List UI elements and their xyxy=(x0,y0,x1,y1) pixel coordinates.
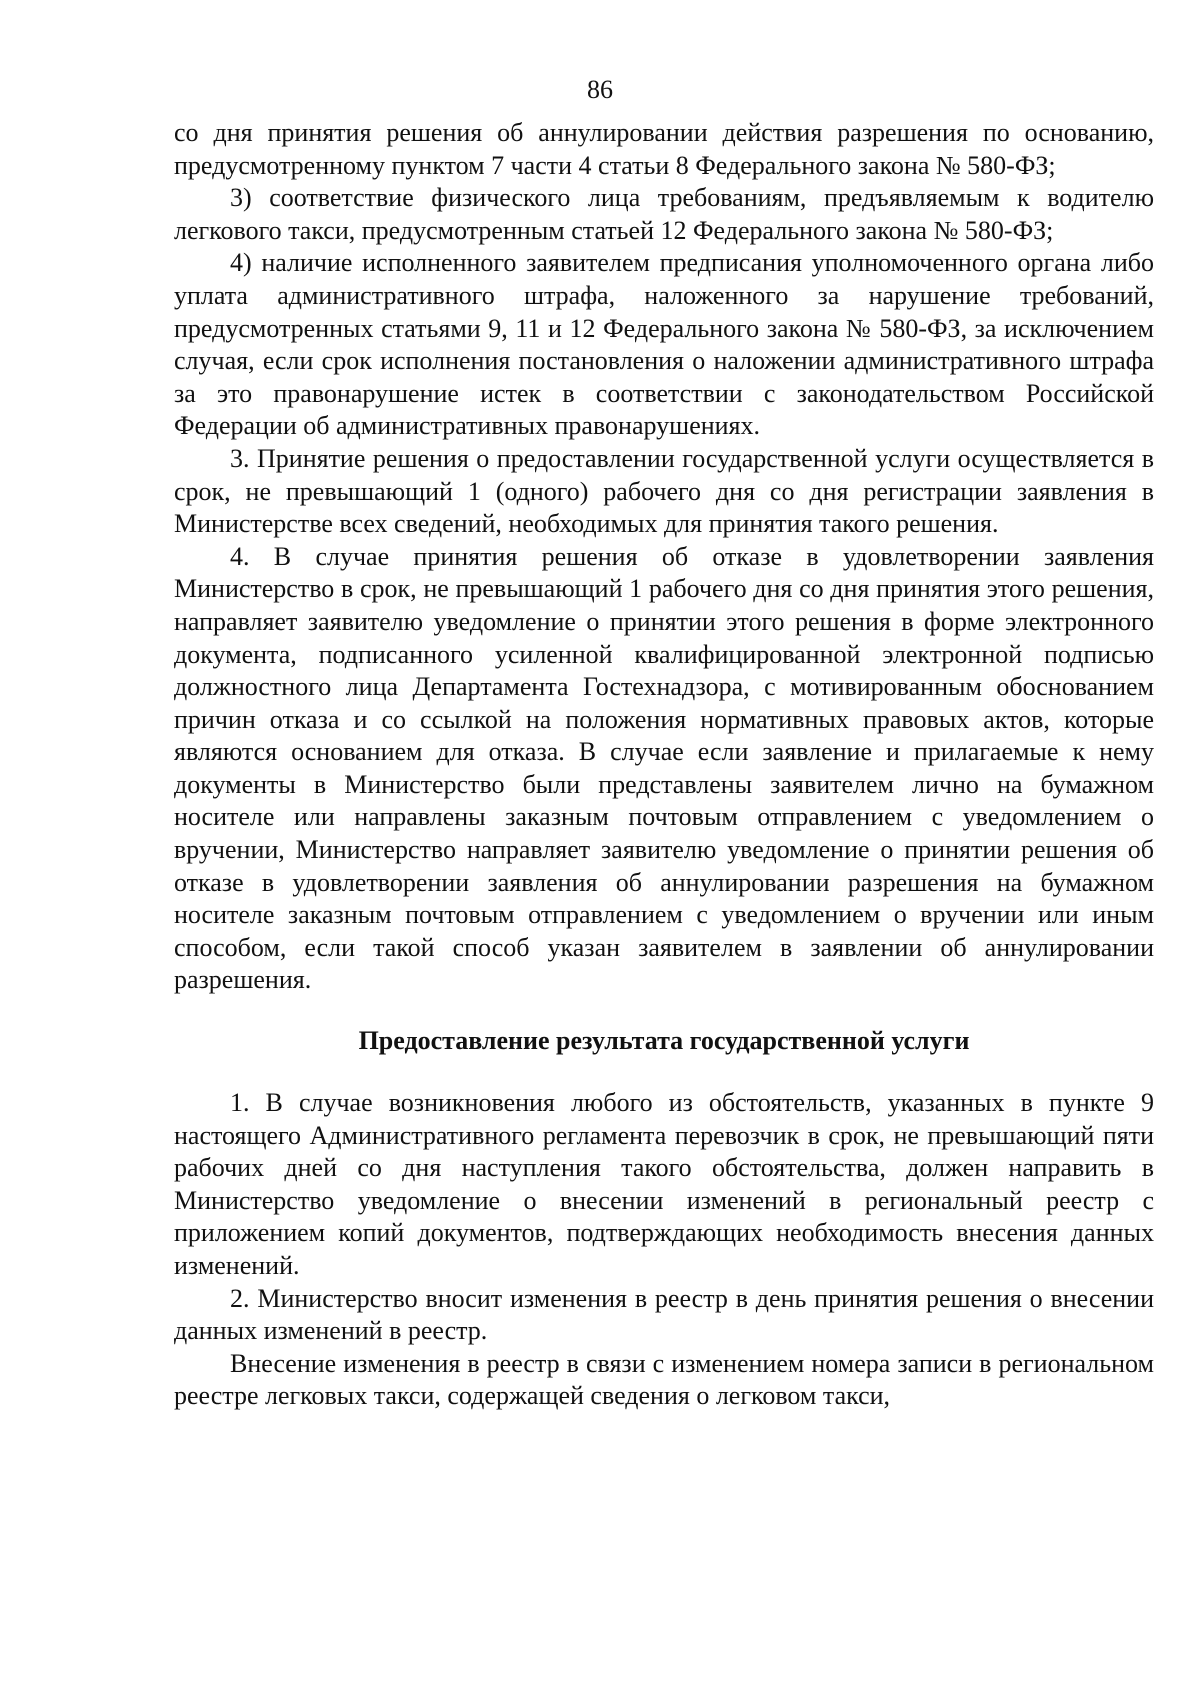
paragraph: со дня принятия решения об аннулировании действия разрешения по основанию, предусмотренному пунктом 7 части 4 статьи 8 Федерального закона № 580-ФЗ; xyxy=(174,118,1154,180)
paragraphs-after xyxy=(174,1087,1154,1413)
page-number: 86 xyxy=(587,75,613,104)
paragraph: 3. Принятие решения о предоставлении государственной услуги осуществляется в срок, не превышающий 1 (одного) рабочего дня со дня регистрации заявления в Министерстве всех сведений, необходимых для принятия такого решения. xyxy=(174,443,1154,539)
paragraph: 1. В случае возникновения любого из обстоятельств, указанных в пункте 9 настоящего Административного регламента перевозчик в срок, не превышающий пяти рабочих дней со дня наступления такого обстоятельства, должен направить в Министерство уведомление о внесении изменений в региональный реестр с приложением копий документов, подтверждающих необходимость внесения данных изменений. xyxy=(174,1088,1154,1280)
paragraph: 4. В случае принятия решения об отказе в удовлетворении заявления Министерство в срок, не превышающий 1 рабочего дня со дня принятия этого решения, направляет заявителю уведомление о принятии этого решения в форме электронного документа, подписанного усиленной квалифицированной электронной подписью должностного лица Департамента Гостехнадзора, с мотивированным обоснованием причин отказа и со ссылкой на положения нормативных правовых актов, которые являются основанием для отказа. В случае если заявление и прилагаемые к нему документы в Министерство были представлены заявителем лично на бумажном носителе или направлены заказным почтовым отправлением с уведомлением о вручении, Министерство направляет заявителю уведомление о принятии решения об отказе в удовлетворении заявления об аннулировании разрешения на бумажном носителе заказным почтовым отправлением с уведомлением о вручении или иным способом, если такой способ указан заявителем в заявлении об аннулировании разрешения. xyxy=(174,541,1154,995)
paragraph: 2. Министерство вносит изменения в реестр в день принятия решения о внесении данных изменений в реестр. xyxy=(174,1283,1154,1346)
paragraph: 3) соответствие физического лица требованиям, предъявляемым к водителю легкового такси, предусмотренным статьей 12 Федерального закона № 580-ФЗ; xyxy=(174,183,1154,245)
paragraphs-before xyxy=(174,117,1154,997)
section-heading: Предоставление результата государственной услуги xyxy=(358,1026,970,1056)
document-body xyxy=(174,117,1154,1413)
paragraph: 4) наличие исполненного заявителем предписания уполномоченного органа либо уплата административного штрафа, наложенного за нарушение требований, предусмотренных статьями 9, 11 и 12 Федерального закона № 580-ФЗ, за исключением случая, если срок исполнения постановления о наложении административного штрафа за это правонарушение истек в соответствии с законодательством Российской Федерации об административных правонарушениях. xyxy=(174,248,1154,441)
paragraph: Внесение изменения в реестр в связи с изменением номера записи в региональном реестре легковых такси, содержащей сведения о легковом такси, xyxy=(174,1348,1154,1411)
